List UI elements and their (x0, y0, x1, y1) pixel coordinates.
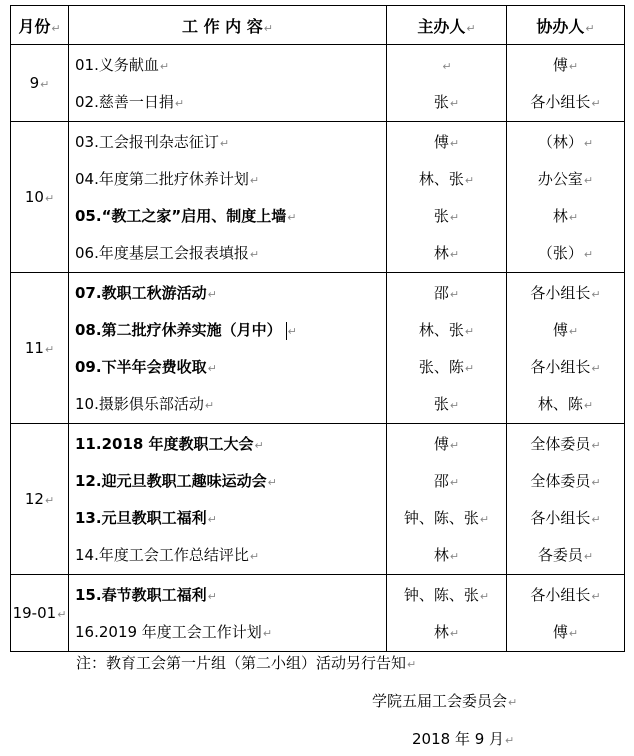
assist-name: 各委员↵ (537, 546, 594, 564)
assist-name: 林、陈↵ (537, 395, 594, 413)
assist-name-text: 各委员 (537, 546, 583, 564)
work-item-text: 01.义务献血 (75, 56, 159, 74)
work-item-text: 16.2019 年度工会工作计划 (75, 623, 262, 641)
assist-name: 傅↵ (552, 623, 579, 641)
host-name-text: 张 (433, 207, 449, 225)
month-group-row (11, 575, 625, 652)
assist-name-text: 傅 (552, 56, 568, 74)
host-name-text: 张、陈 (418, 358, 464, 376)
work-item-text: 06.年度基层工会报表填报 (75, 244, 249, 262)
month-label: 11 (24, 339, 44, 357)
assist-name-text: 各小组长 (530, 93, 591, 111)
assist-name: 各小组长↵ (530, 586, 601, 604)
content-cell (69, 424, 387, 575)
header-month: 月份↵ (11, 6, 69, 45)
work-item-text: 11.2018 年度教职工大会 (75, 435, 254, 453)
work-item-text: 03.工会报刊杂志征订 (75, 133, 219, 151)
work-item: 16.2019 年度工会工作计划↵ (75, 623, 273, 641)
assist-name: 各小组长↵ (530, 358, 601, 376)
work-item-text: 07.教职工秋游活动 (75, 284, 207, 302)
assist-name-text: 傅 (552, 623, 568, 641)
host-name-text: 邵 (433, 284, 449, 302)
work-item-text: 15.春节教职工福利 (75, 586, 207, 604)
footer-signature: 学院五届工会委员会↵ (372, 692, 518, 710)
work-item: 15.春节教职工福利↵ (75, 586, 217, 604)
work-item-text: 14.年度工会工作总结评比 (75, 546, 249, 564)
host-name-text: 傅 (433, 133, 449, 151)
month-label: 9 (29, 74, 40, 92)
month-label: 10 (24, 188, 44, 206)
work-item: 11.2018 年度教职工大会↵ (75, 435, 264, 453)
assist-name: 各小组长↵ (530, 509, 601, 527)
assist-name-text: （林） (537, 133, 583, 151)
assist-name: （林）↵ (537, 133, 594, 151)
work-item: 14.年度工会工作总结评比↵ (75, 546, 260, 564)
host-name: 林↵ (433, 623, 460, 641)
assist-name-text: 林 (552, 207, 568, 225)
assist-name: 办公室↵ (537, 170, 594, 188)
assist-name: 林↵ (552, 207, 579, 225)
month-cell: 19-01↵ (11, 575, 69, 652)
header-host: 主办人↵ (387, 6, 507, 45)
host-name-text: 林 (433, 244, 449, 262)
month-cell: 9↵ (11, 45, 69, 122)
assist-name-text: 各小组长 (530, 284, 591, 302)
assist-name-text: 各小组长 (530, 586, 591, 604)
text-cursor (286, 322, 287, 340)
month-cell: 12↵ (11, 424, 69, 575)
work-item-text: 02.慈善一日捐 (75, 93, 174, 111)
host-name: 傅↵ (433, 435, 460, 453)
host-name-text: 张 (433, 395, 449, 413)
host-name: 邵↵ (433, 472, 460, 490)
month-group-row (11, 45, 625, 122)
assist-cell (507, 575, 625, 652)
assist-name-text: 林、陈 (537, 395, 583, 413)
host-name: 张↵ (433, 93, 460, 111)
work-item-text: 08.第二批疗休养实施（月中） (75, 321, 282, 339)
work-item: 09.下半年会费收取↵ (75, 358, 217, 376)
assist-name-text: 各小组长 (530, 509, 591, 527)
work-item: 12.迎元旦教职工趣味运动会↵ (75, 472, 277, 490)
assist-name: （张）↵ (537, 244, 594, 262)
host-cell (387, 122, 507, 273)
month-cell: 10↵ (11, 122, 69, 273)
host-name-text: 林、张 (418, 170, 464, 188)
host-name: 傅↵ (433, 133, 460, 151)
content-cell (69, 45, 387, 122)
host-name-text: 钟、陈、张 (403, 509, 479, 527)
content-cell (69, 575, 387, 652)
assist-name: 各小组长↵ (530, 93, 601, 111)
footer-note: 注：教育工会第一片组（第二小组）活动另行告知↵ (76, 654, 417, 672)
host-name-text: 张 (433, 93, 449, 111)
month-group-row (11, 273, 625, 424)
host-name: 张↵ (433, 207, 460, 225)
work-item: 10.摄影俱乐部活动↵ (75, 395, 215, 413)
host-name-text: 林、张 (418, 321, 464, 339)
assist-name-text: 全体委员 (530, 435, 591, 453)
work-item: 08.第二批疗休养实施（月中） ↵ (75, 321, 297, 339)
assist-name-text: 办公室 (537, 170, 583, 188)
assist-name-text: 各小组长 (530, 358, 591, 376)
host-cell (387, 424, 507, 575)
host-name: 张、陈↵ (418, 358, 475, 376)
host-name: 林↵ (433, 244, 460, 262)
work-item-text: 13.元旦教职工福利 (75, 509, 207, 527)
assist-cell (507, 122, 625, 273)
host-cell (387, 575, 507, 652)
assist-cell (507, 45, 625, 122)
host-name: 林↵ (433, 546, 460, 564)
month-label: 19-01 (12, 604, 57, 622)
work-item: 05.“教工之家”启用、制度上墙↵ (75, 207, 297, 225)
assist-name-text: 全体委员 (530, 472, 591, 490)
work-item: 02.慈善一日捐↵ (75, 93, 185, 111)
host-name: 钟、陈、张↵ (403, 509, 490, 527)
work-item: 13.元旦教职工福利↵ (75, 509, 217, 527)
assist-name: 各小组长↵ (530, 284, 601, 302)
host-name-text: 钟、陈、张 (403, 586, 479, 604)
content-cell (69, 122, 387, 273)
work-item-text: 05.“教工之家”启用、制度上墙 (75, 207, 287, 225)
work-item: 06.年度基层工会报表填报↵ (75, 244, 260, 262)
assist-name-text: （张） (537, 244, 583, 262)
assist-name: 傅↵ (552, 56, 579, 74)
assist-name-text: 傅 (552, 321, 568, 339)
header-content: 工 作 内 容↵ (69, 6, 387, 45)
assist-name: 傅↵ (552, 321, 579, 339)
assist-cell (507, 273, 625, 424)
host-name: 林、张↵ (418, 321, 475, 339)
work-item-text: 09.下半年会费收取 (75, 358, 207, 376)
host-name: 张↵ (433, 395, 460, 413)
host-name-text: 邵 (433, 472, 449, 490)
host-name-text: 傅 (433, 435, 449, 453)
assist-cell (507, 424, 625, 575)
work-item: 01.义务献血↵ (75, 56, 170, 74)
work-item-text: 10.摄影俱乐部活动 (75, 395, 204, 413)
footer-date: 2018 年 9 月↵ (412, 730, 515, 748)
month-label: 12 (24, 490, 44, 508)
host-cell (387, 45, 507, 122)
work-item-text: 04.年度第二批疗休养计划 (75, 170, 249, 188)
host-name: 邵↵ (433, 284, 460, 302)
host-name: ↵ (442, 60, 452, 73)
month-group-row (11, 122, 625, 273)
header-assist: 协办人↵ (507, 6, 625, 45)
host-name: 林、张↵ (418, 170, 475, 188)
month-group-row (11, 424, 625, 575)
month-cell: 11↵ (11, 273, 69, 424)
assist-name: 全体委员↵ (530, 472, 601, 490)
work-item: 07.教职工秋游活动↵ (75, 284, 217, 302)
host-cell (387, 273, 507, 424)
work-item: 04.年度第二批疗休养计划↵ (75, 170, 260, 188)
header-row (11, 6, 625, 45)
host-name-text: 林 (433, 623, 449, 641)
work-item: 03.工会报刊杂志征订↵ (75, 133, 230, 151)
host-name-text: 林 (433, 546, 449, 564)
work-plan-table (10, 5, 625, 652)
content-cell (69, 273, 387, 424)
host-name: 钟、陈、张↵ (403, 586, 490, 604)
work-item-text: 12.迎元旦教职工趣味运动会 (75, 472, 267, 490)
assist-name: 全体委员↵ (530, 435, 601, 453)
